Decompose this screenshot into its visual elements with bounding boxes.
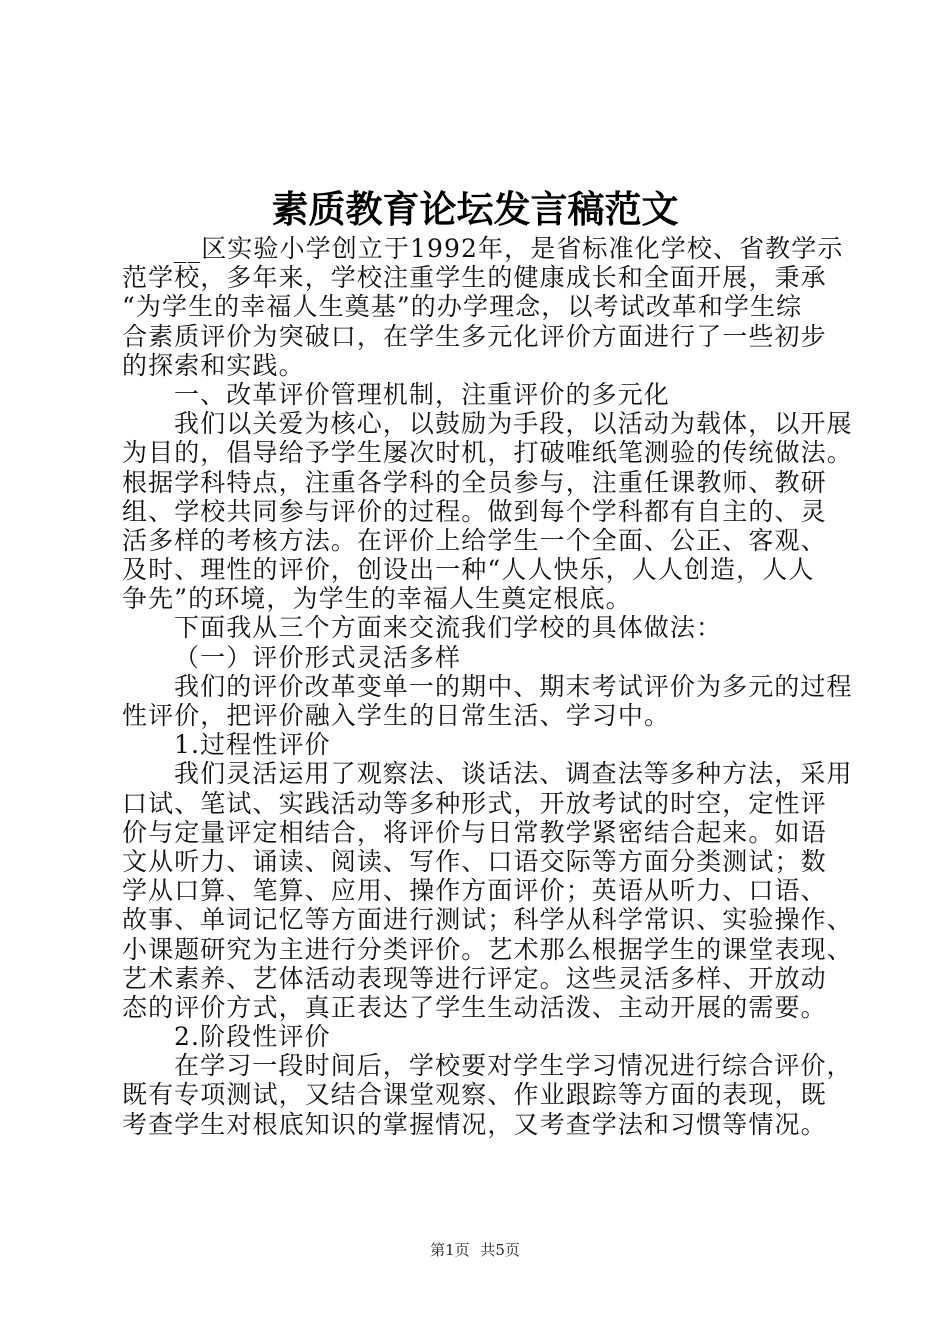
- body-line: 组、学校共同参与评价的过程。做到每个学科都有自主的、灵: [122, 496, 827, 526]
- body-line: 我们灵活运用了观察法、谈话法、调查法等多种方法，采用: [174, 759, 853, 789]
- body-line: 在学习一段时间后，学校要对学生学习情况进行综合评价，: [174, 1051, 853, 1081]
- body-line: “为学生的幸福人生奠基”的办学理念，以考试改革和学生综: [122, 292, 803, 322]
- body-line: 争先”的环境，为学生的幸福人生奠定根底。: [122, 584, 632, 614]
- body-line: 合素质评价为突破口，在学生多元化评价方面进行了一些初步: [122, 321, 827, 351]
- body-line: 我们以关爱为核心，以鼓励为手段，以活动为载体，以开展: [174, 409, 853, 439]
- body-line: 既有专项测试，又结合课堂观察、作业跟踪等方面的表现，既: [122, 1080, 827, 1110]
- section-heading: 一、改革评价管理机制，注重评价的多元化: [174, 379, 670, 409]
- body-line: 学从口算、笔算、应用、操作方面评价；英语从听力、口语、: [122, 876, 827, 906]
- total-pages-label: 共5页: [480, 1241, 520, 1259]
- body-line: 我们的评价改革变单一的期中、期末考试评价为多元的过程: [174, 671, 853, 701]
- subsection-heading: （一）评价形式灵活多样: [174, 642, 462, 672]
- body-line: 价与定量评定相结合，将评价与日常教学紧密结合起来。如语: [122, 817, 827, 847]
- body-line: 的探索和实践。: [122, 350, 305, 380]
- document-body: [122, 234, 853, 1139]
- current-page-label: 第1页: [430, 1241, 470, 1259]
- body-line: 考查学生对根底知识的掌握情况，又考查学法和习惯等情况。: [122, 1109, 827, 1139]
- page-footer: [0, 1240, 950, 1260]
- body-line: 根据学科特点，注重各学科的全员参与，注重任课教师、教研: [122, 467, 827, 497]
- body-line: 性评价，把评价融入学生的日常生活、学习中。: [122, 701, 671, 730]
- body-line: 态的评价方式，真正表达了学生生动活泼、主动开展的需要。: [122, 992, 827, 1022]
- body-line: 及时、理性的评价，创设出一种“人人快乐，人人创造，人人: [122, 555, 815, 585]
- body-line: 下面我从三个方面来交流我们学校的具体做法：: [174, 613, 723, 643]
- body-line: 文从听力、诵读、阅读、写作、口语交际等方面分类测试；数: [122, 846, 827, 876]
- body-line: 活多样的考核方法。在评价上给学生一个全面、公正、客观、: [122, 525, 827, 555]
- body-line: __区实验小学创立于1992年，是省标准化学校、省教学示: [174, 234, 844, 263]
- body-line: 小课题研究为主进行分类评价。艺术那么根据学生的课堂表现、: [122, 934, 853, 964]
- numbered-heading: 1.过程性评价: [174, 730, 331, 760]
- body-line: 故事、单词记忆等方面进行测试；科学从科学常识、实验操作、: [122, 905, 853, 935]
- body-line: 为目的，倡导给予学生屡次时机，打破唯纸笔测验的传统做法。: [122, 438, 853, 468]
- numbered-heading: 2.阶段性评价: [174, 1022, 331, 1052]
- document-title: 素质教育论坛发言稿范文: [271, 188, 679, 231]
- body-line: 艺术素养、艺体活动表现等进行评定。这些灵活多样、开放动: [122, 963, 827, 993]
- body-line: 范学校，多年来，学校注重学生的健康成长和全面开展，秉承: [122, 263, 827, 293]
- body-line: 口试、笔试、实践活动等多种形式，开放考试的时空，定性评: [122, 788, 827, 818]
